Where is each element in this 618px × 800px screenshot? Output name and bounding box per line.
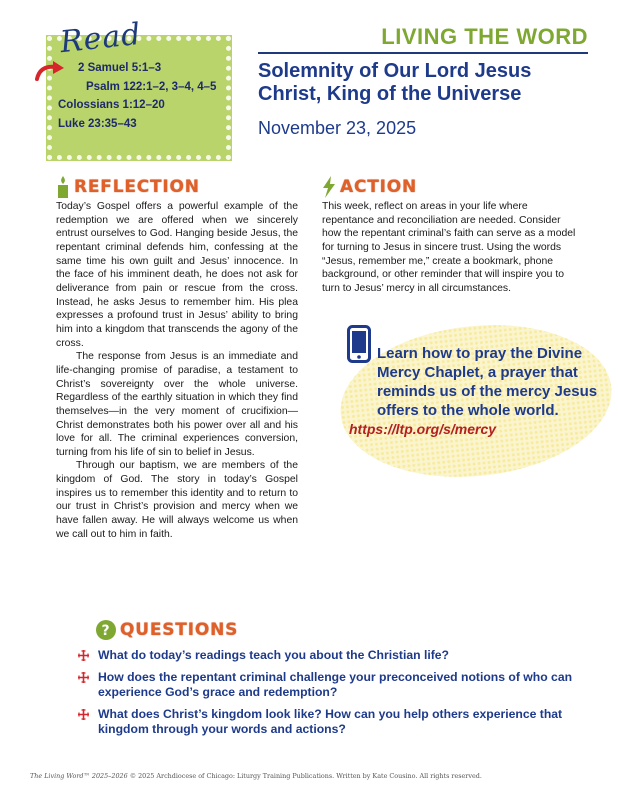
readings-list xyxy=(58,59,216,133)
question-mark-icon xyxy=(96,620,116,640)
question-text: What do today’s readings teach you about the Christian life? xyxy=(98,648,449,662)
cross-bullet-icon xyxy=(78,672,89,683)
callout-message: Learn how to pray the Divine Mercy Chaplet, a prayer that reminds us of the mercy Jesus offers to the whole world. xyxy=(377,345,598,419)
reading-item: Psalm 122:1–2, 3–4, 4–5 xyxy=(86,80,217,93)
action-text: This week, reflect on areas in your life where repentance and reconciliation are needed. Consider how the repentant criminal’s faith can serve as a model for turning to Jesus in sincere trust. Using the words “Jesus, remember me,” create a bookmark, phone background, or other reminder that will inspire you to turn to Jesus’ mercy in all circumstances. xyxy=(322,201,576,294)
page-title: Solemnity of Our Lord Jesus Christ, King of the Universe xyxy=(258,60,532,105)
callout-link[interactable]: https://ltp.org/s/mercy xyxy=(349,421,497,437)
cross-bullet-icon xyxy=(78,709,89,720)
svg-text:?: ? xyxy=(101,623,111,639)
reflection-text xyxy=(56,200,298,541)
callout-text xyxy=(349,344,599,439)
question-text: How does the repentant criminal challenge your preconceived notions of who can experience God’s grace and redemption? xyxy=(98,670,573,699)
reflection-paragraph: The response from Jesus is an immediate and life-changing promise of paradise, a testament to Christ’s sovereignty over the whole universe. Regardless of the earthly situation in which they find themselves—in the very moment of crucifixion—Christ demonstrates both his power over all and his love for all. The criminal experiences conversion, turning from his life of sin to belief in Jesus. xyxy=(56,351,298,458)
reading-item: 2 Samuel 5:1–3 xyxy=(78,62,162,74)
action-heading-text: ACTION xyxy=(340,177,418,197)
read-label: Read xyxy=(58,16,144,61)
footer-rights: © 2025 Archdiocese of Chicago: Liturgy Training Publications. Written by Kate Cousino. All rights reserved. xyxy=(127,772,482,780)
reflection-paragraph: Today’s Gospel offers a powerful example of the redemption we are offered when we sincerely entrust ourselves to God. Hanging beside Jesus, the repentant criminal defends him, confessing at the same time his own guilt and Jesus’ innocence. In the face of his imminent death, he does not ask for deliverance from pain or rescue from the cross. Instead, he asks Jesus to remember him. His plea expresses a profound trust in Jesus’ ability to bring him into a kingdom that transcends the agony of the cross. xyxy=(56,201,298,349)
reflection-heading-text: REFLECTION xyxy=(74,177,200,197)
question-text: What does Christ’s kingdom look like? How can you help others experience that kingdom through your words and actions? xyxy=(98,707,563,736)
read-box xyxy=(47,16,231,160)
questions-heading-text: QUESTIONS xyxy=(120,620,239,640)
list-item xyxy=(78,648,578,663)
reflection-paragraph: Through our baptism, we are members of the kingdom of God. The story in today’s Gospel inspires us to remember this identity and to return to our trust in Christ’s provision and mercy when we have fallen away. He will always welcome us when we call out to him in faith. xyxy=(56,460,298,540)
footer-publication: The Living Word™ 2025–2026 xyxy=(30,772,128,780)
questions-list xyxy=(78,648,578,744)
list-item xyxy=(78,707,578,737)
reading-item: Colossians 1:12–20 xyxy=(58,99,165,111)
series-title: LIVING THE WORD xyxy=(381,24,588,49)
lightning-icon xyxy=(322,176,336,198)
candle-icon xyxy=(56,176,70,198)
page-date: November 23, 2025 xyxy=(258,118,417,138)
action-heading xyxy=(322,176,417,198)
list-item xyxy=(78,670,578,700)
questions-heading xyxy=(96,620,238,640)
reflection-heading xyxy=(56,176,200,198)
reading-item: Luke 23:35–43 xyxy=(58,117,137,130)
header-divider xyxy=(258,52,588,54)
footer xyxy=(30,772,482,780)
cross-bullet-icon xyxy=(78,650,89,661)
